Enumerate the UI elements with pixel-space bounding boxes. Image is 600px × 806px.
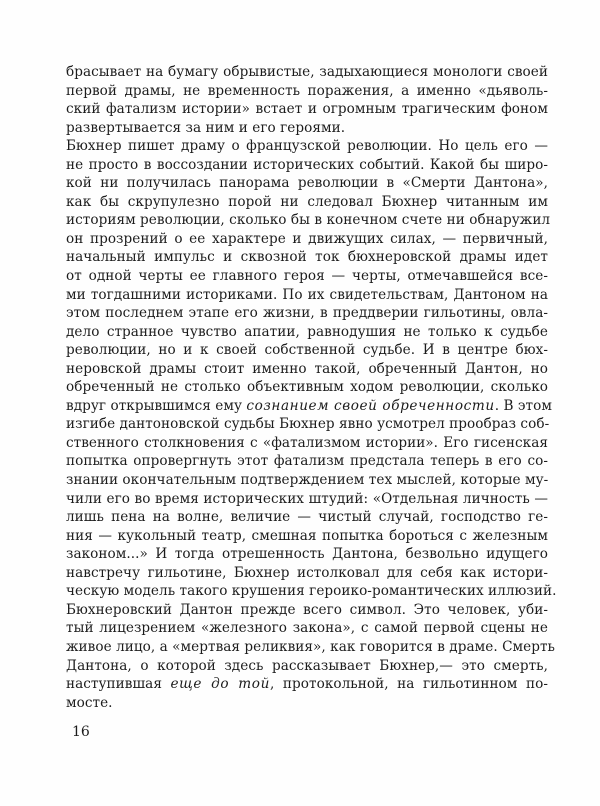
text-run: первой драмы, не временность поражения, а именно «дьяволь- bbox=[66, 82, 548, 99]
text-run: неровской драмы стоит именно такой, обреченный Дантон, но bbox=[66, 360, 548, 377]
text-line bbox=[66, 601, 548, 620]
text-run: не просто в воссоздании исторических событий. Какой бы широ- bbox=[66, 156, 548, 173]
text-line bbox=[66, 545, 548, 564]
text-run: лишь пена на волне, величие — чистый случай, господство ге- bbox=[66, 509, 548, 526]
text-run: Бюхнеровский Дантон прежде всего символ. Это человек, уби- bbox=[66, 601, 548, 618]
text-run: дело странное чувство апатии, равнодушия не только к судьбе bbox=[66, 323, 548, 340]
text-line bbox=[66, 694, 548, 713]
text-run: вдруг открывшимся ему bbox=[66, 397, 247, 414]
emphasized-text: сознанием своей обреченности bbox=[246, 397, 495, 414]
text-line bbox=[66, 638, 556, 657]
text-line bbox=[66, 211, 551, 230]
text-run: ский фатализм истории» встает и огромным трагическим фоном bbox=[66, 101, 548, 118]
text-line bbox=[66, 397, 552, 416]
text-run: начальный импульс и сквозной ток бюхнеровской драмы идет bbox=[66, 249, 548, 266]
text-run: , протокольной, на гильотинном по- bbox=[269, 676, 548, 693]
text-run: как бы скрупулезно порой ни следовал Бюхнер читанным им bbox=[66, 193, 548, 210]
text-line bbox=[66, 63, 548, 82]
text-run: ственного столкновения с «фатализмом истории». Его гисенская bbox=[66, 434, 548, 451]
text-run: законом...» И тогда отрешенность Дантона, безвольно идущего bbox=[66, 546, 548, 563]
text-line bbox=[66, 248, 548, 267]
text-run: попытка опровергнуть этот фатализм предстала теперь в его со- bbox=[66, 453, 548, 470]
text-run: Бюхнер пишет драму о французской революции. Но цель его — bbox=[66, 138, 548, 155]
text-run: ния — кукольный театр, смешная попытка бороться с железным bbox=[66, 527, 548, 544]
text-line bbox=[66, 341, 548, 360]
text-line bbox=[66, 360, 548, 379]
text-line bbox=[66, 323, 548, 342]
text-run: Дантона, о которой здесь рассказывает Бюхнер,— это смерть, bbox=[66, 657, 548, 674]
text-run: историям революции, сколько бы в конечном счете ни обнаружил bbox=[66, 212, 551, 229]
text-line bbox=[66, 286, 548, 305]
text-line bbox=[66, 174, 548, 193]
text-line bbox=[66, 82, 548, 101]
text-line bbox=[66, 415, 548, 434]
text-line bbox=[66, 657, 548, 676]
text-run: наступившая bbox=[66, 676, 171, 693]
text-run: обреченный не столько объективным ходом революции, сколько bbox=[66, 379, 548, 396]
text-line bbox=[66, 119, 548, 138]
text-line bbox=[66, 378, 548, 397]
text-line bbox=[66, 527, 548, 546]
text-line bbox=[66, 230, 548, 249]
page-body-text bbox=[66, 63, 557, 712]
text-run: революции, но и к своей собственной судьбе. И в центре бюх- bbox=[66, 342, 548, 359]
text-run: навстречу гильотине, Бюхнер истолковал для себя как истори- bbox=[66, 564, 548, 581]
text-line bbox=[66, 675, 548, 694]
text-line bbox=[66, 564, 548, 583]
page-number: 16 bbox=[72, 724, 90, 740]
text-line bbox=[66, 508, 548, 527]
text-run: ми тогдашними историками. По их свидетельствам, Дантоном на bbox=[66, 286, 548, 303]
text-run: изгибе дантоновской судьбы Бюхнер явно усмотрел прообраз соб- bbox=[66, 416, 550, 433]
text-run: живое лицо, а «мертвая реликвия», как говорится в драме. Смерть bbox=[66, 638, 556, 655]
text-run: знании окончательным подтверждением тех мыслей, которые му- bbox=[66, 472, 549, 489]
text-line bbox=[66, 156, 548, 175]
text-run: он прозрений о ее характере и движущих силах, — первичный, bbox=[66, 230, 548, 247]
text-line bbox=[66, 193, 548, 212]
text-run: тый лицезрением «железного закона», с самой первой сцены не bbox=[66, 620, 548, 637]
text-run: ческую модель такого крушения героико-романтических иллюзий. bbox=[66, 583, 557, 600]
text-line bbox=[66, 267, 548, 286]
text-run: развертывается за ним и его героями. bbox=[66, 119, 346, 136]
text-run: . В этом bbox=[494, 397, 552, 414]
text-line bbox=[66, 490, 548, 509]
text-line bbox=[66, 434, 548, 453]
text-run: чили его во время исторических штудий: «Отдельная личность — bbox=[66, 490, 548, 507]
text-line bbox=[66, 100, 548, 119]
text-line bbox=[66, 304, 548, 323]
text-line bbox=[66, 619, 548, 638]
text-line bbox=[66, 582, 557, 601]
text-run: этом последнем этапе его жизни, в преддверии гильотины, овла- bbox=[66, 305, 548, 322]
text-line bbox=[66, 452, 548, 471]
text-line bbox=[66, 137, 548, 156]
emphasized-text: еще до той bbox=[170, 676, 270, 693]
text-run: мосте. bbox=[66, 694, 113, 711]
text-run: от одной черты ее главного героя — черты, отмечавшейся все- bbox=[66, 268, 548, 285]
text-run: кой ни получилась панорама революции в «Смерти Дантона», bbox=[66, 175, 548, 192]
text-line bbox=[66, 471, 548, 490]
text-run: брасывает на бумагу обрывистые, задыхающиеся монологи своей bbox=[66, 64, 548, 80]
